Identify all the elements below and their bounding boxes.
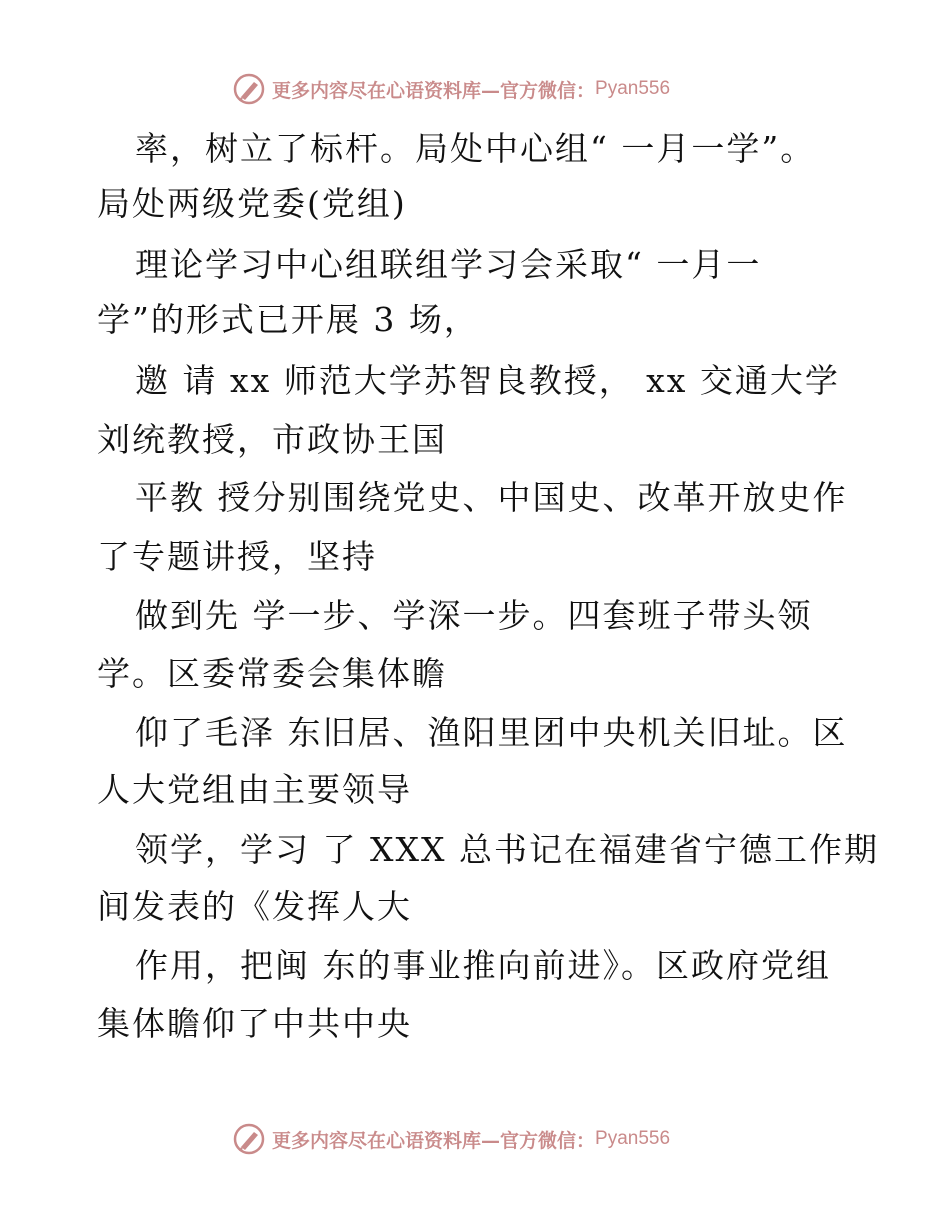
body-line: 仰了毛泽 东旧居、渔阳里团中央机关旧址。区 [135, 713, 848, 752]
body-line: 领学，学习 了 XXX 总书记在福建省宁德工作期 [135, 830, 879, 869]
watermark-wechat-id: Pyan556 [595, 1128, 671, 1149]
body-line: 人大党组由主要领导 [97, 770, 412, 809]
watermark-text: 更多内容尽在心语资料库—官方微信： [272, 1129, 596, 1152]
header-watermark [232, 72, 670, 106]
pen-logo-icon [232, 72, 266, 106]
watermark-wechat-id: Pyan556 [595, 78, 671, 99]
body-line: 理论学习中心组联组学习会采取“ 一月一 [135, 245, 762, 284]
body-line: 邀 请 xx 师范大学苏智良教授， xx 交通大学 [135, 361, 840, 400]
body-line: 局处两级党委(党组) [97, 184, 407, 223]
watermark-text: 更多内容尽在心语资料库—官方微信： [272, 79, 596, 102]
pen-logo-icon [232, 1122, 266, 1156]
body-line: 率，树立了标杆。局处中心组“ 一月一学”。 [135, 129, 816, 168]
body-line: 学。区委常委会集体瞻 [97, 654, 447, 693]
footer-watermark [232, 1122, 670, 1156]
body-line: 集体瞻仰了中共中央 [97, 1004, 412, 1043]
body-line: 刘统教授，市政协王国 [97, 420, 447, 459]
body-line: 作用，把闽 东的事业推向前进》。区政府党组 [135, 946, 831, 985]
body-line: 间发表的《发挥人大 [97, 887, 412, 926]
body-line: 学”的形式已开展 3 场， [97, 300, 479, 339]
body-line: 了专题讲授，坚持 [97, 537, 377, 576]
body-line: 做到先 学一步、学深一步。四套班子带头领 [135, 596, 813, 635]
body-line: 平教 授分别围绕党史、中国史、改革开放史作 [135, 478, 848, 517]
